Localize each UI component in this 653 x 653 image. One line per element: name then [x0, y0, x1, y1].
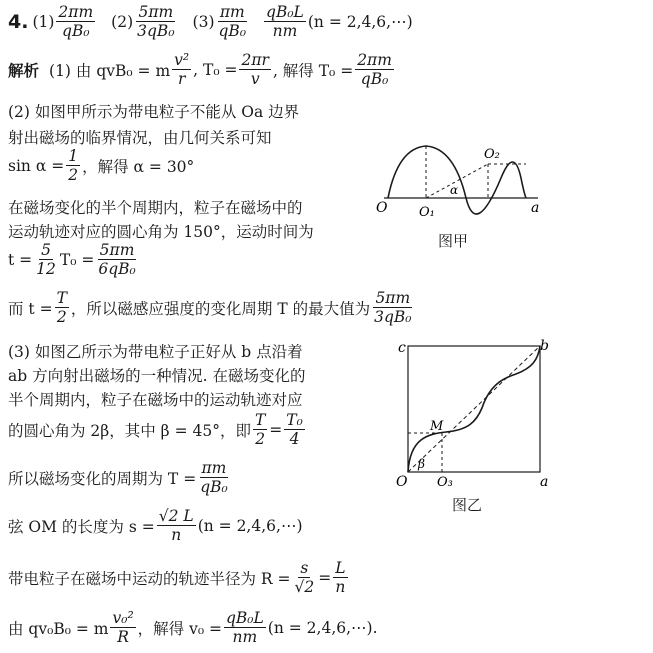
label-a: a — [540, 474, 549, 488]
velocity-fraction-2: $\frac{\text{qB₀L}}{nm}$ — [225, 609, 264, 647]
radius-fraction-1: $\frac{s}{√2}$ — [294, 559, 315, 597]
analysis-text: , 解得 T₀ = — [272, 61, 354, 80]
part2-line-5: 运动轨迹对应的圆心角为 150°，运动时间为 — [8, 223, 314, 241]
period-fraction-2: $\frac{\text{T₀}}{4}$ — [286, 411, 303, 449]
part3-line-1: (3) 如图乙所示为带电粒子正好从 b 点沿着 — [8, 343, 303, 361]
part3-line-4: 的圆心角为 2β，其中 β = 45°，即 $\frac{T}{2}$ = $\frac{\text{T₀}}{4}$ — [8, 411, 303, 449]
period-fraction-1: $\frac{T}{2}$ — [254, 411, 266, 449]
analysis-fraction-2: $\frac{2\pi r}{v}$ — [241, 51, 269, 89]
time-fraction-2: $\frac{5\pi m}{\text{6qB₀}}$ — [98, 241, 136, 279]
part2-line-6: t = $\frac{5}{12}$ T₀ = $\frac{5\pi m}{\text{6qB₀}}$ — [8, 241, 136, 279]
part3-line-5: 所以磁场变化的周期为 T = $\frac{\pi m}{\text{qB₀}}$ — [8, 459, 228, 497]
label-c: c — [398, 340, 406, 356]
part3-line-7: 带电粒子在磁场中运动的轨迹半径为 R = $\frac{s}{√2}$ = $\frac{L}{n}$ — [8, 559, 346, 597]
label-beta: β — [418, 457, 425, 471]
answer-line — [8, 4, 413, 40]
label-a: a — [531, 200, 540, 216]
answer3b-tail: (n = 2,4,6,⋯) — [307, 12, 413, 31]
label-O3: O₃ — [437, 475, 453, 488]
answer1-fraction: $\frac{2\pi m}{\text{qB₀}}$ — [58, 3, 94, 41]
label-O2: O₂ — [484, 147, 500, 162]
part3-line-3: 半个周期内，粒子在磁场中的运动轨迹对应 — [8, 391, 303, 409]
analysis-fraction-3: $\frac{2\pi m}{\text{qB₀}}$ — [357, 51, 392, 89]
answer2-label: (2) — [111, 12, 134, 31]
analysis-fraction-1: $\frac{\text{v²}}{r}$ — [174, 51, 190, 89]
part2-line-3: sin α = $\frac{1}{2}$ ，解得 α = 30° — [8, 147, 195, 185]
diagonal-Ob-dashed — [408, 346, 540, 472]
part3-line-6: 弦 OM 的长度为 s = $\frac{√2 L}{n}$ (n = 2,4,6,⋯) — [8, 507, 303, 545]
half-period-fraction: $\frac{T}{2}$ — [56, 289, 67, 327]
label-O: O — [396, 474, 408, 488]
label-O1: O₁ — [419, 205, 435, 220]
label-O: O — [376, 200, 388, 216]
figure-yi — [392, 338, 552, 488]
part2-line-7: 而 t = $\frac{T}{2}$ ，所以磁感应强度的变化周期 T 的最大值为 $\frac{5\pi m}{\text{3qB₀}}$ — [8, 289, 412, 327]
label-b: b — [540, 338, 549, 354]
velocity-fraction-1: $\frac{\text{v₀²}}{R}$ — [112, 609, 134, 647]
part2-line-4: 在磁场变化的半个周期内，粒子在磁场中的 — [8, 199, 303, 217]
chord-fraction: $\frac{√2 L}{n}$ — [158, 507, 194, 545]
answer3-label: (3) — [192, 12, 215, 31]
max-period-fraction: $\frac{5\pi m}{\text{3qB₀}}$ — [374, 289, 412, 327]
question-number: 4. — [8, 10, 29, 33]
part3-line-2: ab 方向射出磁场的一种情况. 在磁场变化的 — [8, 367, 306, 385]
sin-alpha-fraction: $\frac{1}{2}$ — [68, 147, 79, 185]
part2-line-1: (2) 如图甲所示为带电粒子不能从 Oa 边界 — [8, 103, 300, 121]
answer3b-fraction: $\frac{\text{qB₀L}}{nm}$ — [266, 3, 304, 41]
label-M: M — [430, 419, 444, 434]
analysis-text: , T₀ = — [193, 60, 238, 79]
label-alpha: α — [450, 183, 459, 197]
analysis-line-1 — [8, 52, 396, 88]
time-fraction-1: $\frac{5}{12}$ — [36, 241, 56, 279]
period-fraction-3: $\frac{\pi m}{\text{qB₀}}$ — [200, 459, 228, 497]
part3-line-8: 由 qv₀B₀ = m $\frac{\text{v₀²}}{R}$ ，解得 v₀ = $\frac{\text{qB₀L}}{nm}$ (n = 2,4,6,⋯). — [8, 609, 378, 647]
figure-jia — [376, 138, 546, 233]
answer3-fraction: $\frac{\pi m}{\text{qB₀}}$ — [218, 3, 247, 41]
analysis-text: (1) 由 qvB₀ = m — [49, 61, 171, 80]
analysis-label: 解析 — [8, 61, 40, 80]
part2-line-2: 射出磁场的临界情况，由几何关系可知 — [8, 129, 272, 147]
radius-fraction-2: $\frac{L}{n}$ — [335, 559, 346, 597]
figure-yi-caption: 图乙 — [452, 496, 483, 514]
trajectory-curve — [388, 146, 526, 214]
answer1-label: (1) — [32, 12, 55, 31]
answer2-fraction: $\frac{5\pi m}{\text{3qB₀}}$ — [137, 3, 175, 41]
figure-jia-caption: 图甲 — [438, 232, 469, 250]
